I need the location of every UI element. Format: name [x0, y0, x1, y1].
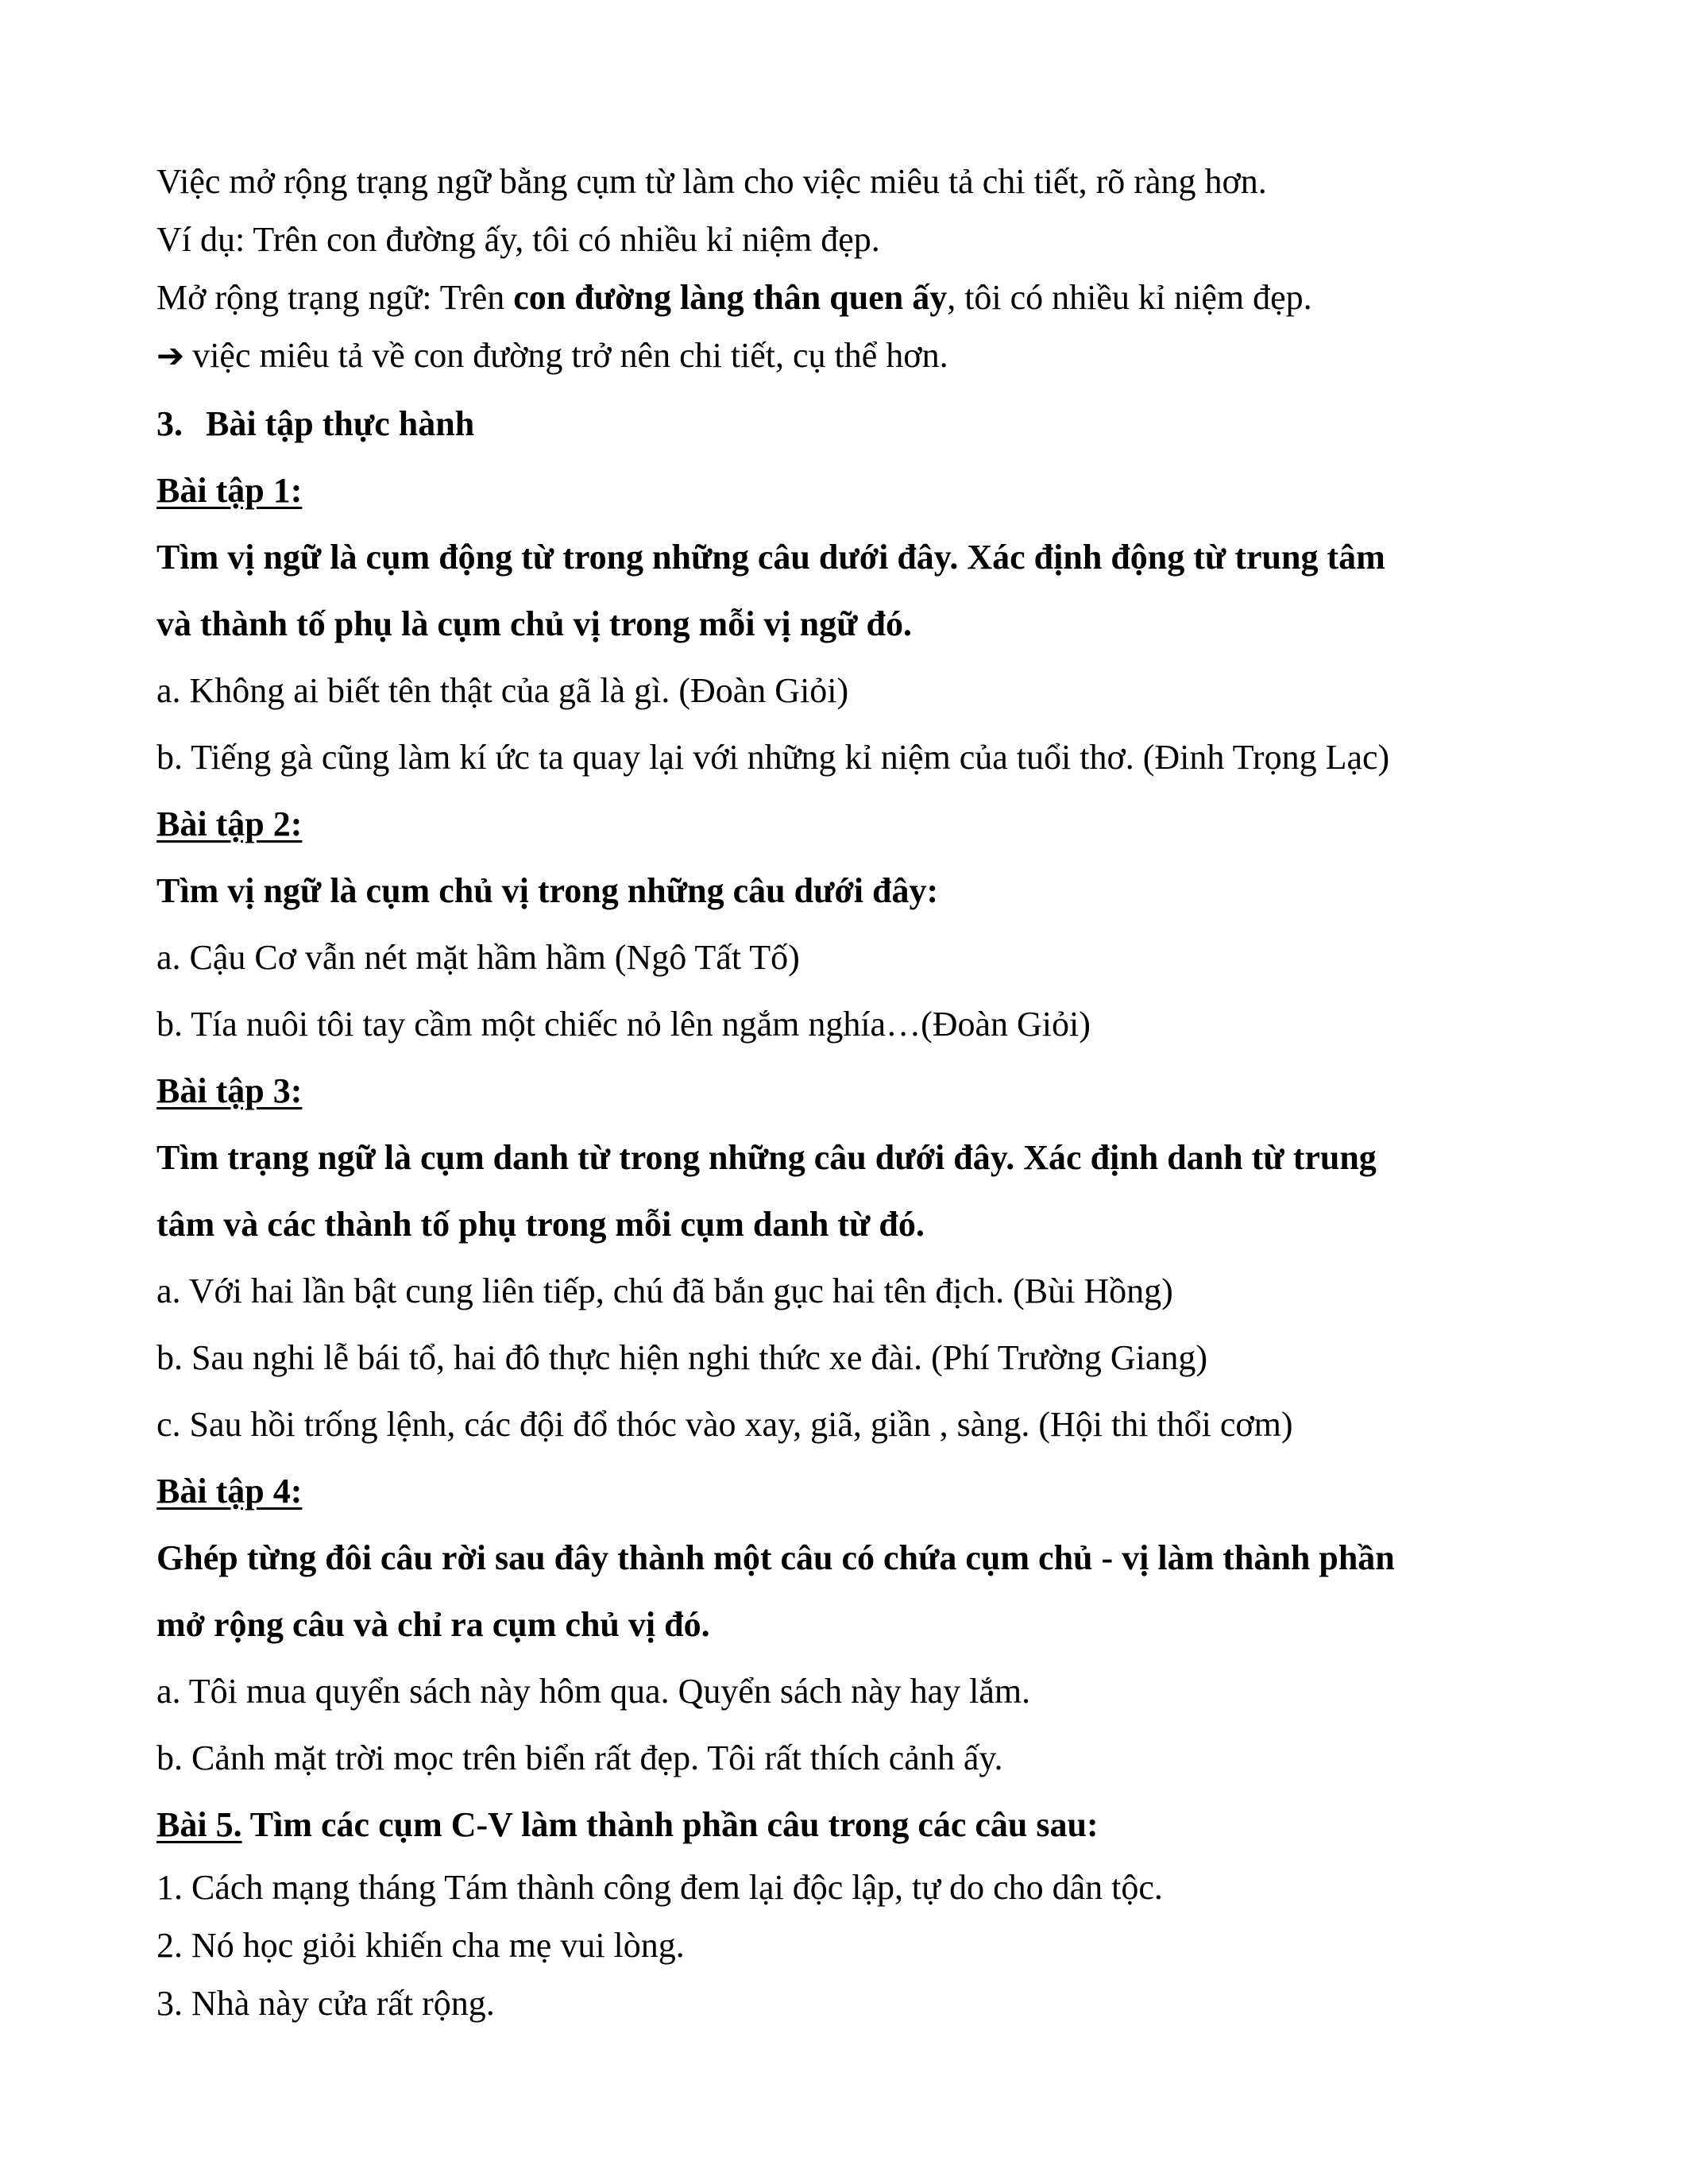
exercise-3-prompt-line-1: Tìm trạng ngữ là cụm danh từ trong những câu dưới đây. Xác định danh từ trung: [156, 1138, 1377, 1177]
document-page: [156, 152, 1543, 2032]
exercise-5-prompt: Tìm các cụm C-V làm thành phần câu trong các câu sau:: [241, 1805, 1099, 1844]
exercise-2-item-b: b. Tía nuôi tôi tay cầm một chiếc nỏ lên ngắm nghía…(Đoàn Giỏi): [156, 1005, 1091, 1044]
intro-expanded-suffix: , tôi có nhiều kỉ niệm đẹp.: [947, 278, 1312, 317]
section-title: Bài tập thực hành: [206, 404, 475, 443]
exercise-4-item-b: b. Cảnh mặt trời mọc trên biển rất đẹp. Tôi rất thích cảnh ấy.: [156, 1738, 1003, 1777]
exercise-4-prompt-line-1: Ghép từng đôi câu rời sau đây thành một câu có chứa cụm chủ - vị làm thành phần: [156, 1538, 1395, 1577]
exercise-5-heading: Bài 5.: [156, 1805, 242, 1844]
exercise-2-item-a: a. Cậu Cơ vẫn nét mặt hầm hầm (Ngô Tất Tố): [156, 938, 800, 977]
exercise-5-item-1: 1. Cách mạng tháng Tám thành công đem lại độc lập, tự do cho dân tộc.: [156, 1868, 1163, 1907]
intro-expanded-bold: con đường làng thân quen ấy: [513, 278, 948, 317]
exercise-3-heading: Bài tập 3:: [156, 1071, 303, 1110]
section-number: 3.: [156, 404, 183, 443]
exercise-3-prompt-line-2: tâm và các thành tố phụ trong mỗi cụm danh từ đó.: [156, 1205, 925, 1244]
intro-expanded-example: [156, 268, 1543, 326]
exercise-1-item-a: a. Không ai biết tên thật của gã là gì. (Đoàn Giỏi): [156, 671, 849, 710]
exercise-3-item-c: c. Sau hồi trống lệnh, các đội đổ thóc vào xay, giã, giần , sàng. (Hội thi thổi cơm): [156, 1405, 1293, 1444]
exercise-3-item-b: b. Sau nghi lễ bái tổ, hai đô thực hiện nghi thức xe đài. (Phí Trường Giang): [156, 1338, 1208, 1377]
intro-conclusion-text: việc miêu tả về con đường trở nên chi tiết, cụ thể hơn.: [192, 336, 948, 375]
exercise-5-item-3: 3. Nhà này cửa rất rộng.: [156, 1984, 495, 2023]
exercise-5-item-2: 2. Nó học giỏi khiến cha mẹ vui lòng.: [156, 1926, 685, 1965]
exercise-5-heading-line: [156, 1792, 1543, 1858]
exercise-1-prompt-line-1: Tìm vị ngữ là cụm động từ trong những câu dưới đây. Xác định động từ trung tâm: [156, 538, 1385, 577]
exercise-1-prompt-line-2: và thành tố phụ là cụm chủ vị trong mỗi vị ngữ đó.: [156, 604, 913, 643]
exercise-2-heading: Bài tập 2:: [156, 805, 303, 843]
exercise-4-heading: Bài tập 4:: [156, 1472, 303, 1511]
exercise-4-prompt-line-2: mở rộng câu và chỉ ra cụm chủ vị đó.: [156, 1605, 710, 1644]
exercise-1-item-b: b. Tiếng gà cũng làm kí ức ta quay lại với những kỉ niệm của tuổi thơ. (Đinh Trọng Lạc): [156, 738, 1390, 777]
intro-conclusion: [156, 326, 1543, 384]
intro-expanded-prefix: Mở rộng trạng ngữ: Trên: [156, 278, 514, 317]
exercise-1-heading: Bài tập 1:: [156, 471, 303, 510]
exercise-4-item-a: a. Tôi mua quyển sách này hôm qua. Quyển sách này hay lắm.: [156, 1672, 1031, 1711]
exercise-2-prompt: Tìm vị ngữ là cụm chủ vị trong những câu dưới đây:: [156, 871, 939, 910]
intro-example: Ví dụ: Trên con đường ấy, tôi có nhiều kỉ niệm đẹp.: [156, 220, 880, 259]
section-heading: [156, 391, 1543, 457]
intro-line-1: Việc mở rộng trạng ngữ bằng cụm từ làm cho việc miêu tả chi tiết, rõ ràng hơn.: [156, 162, 1267, 201]
exercise-3-item-a: a. Với hai lần bật cung liên tiếp, chú đã bắn gục hai tên địch. (Bùi Hồng): [156, 1271, 1173, 1310]
arrow-right-icon: ➔: [156, 336, 185, 375]
